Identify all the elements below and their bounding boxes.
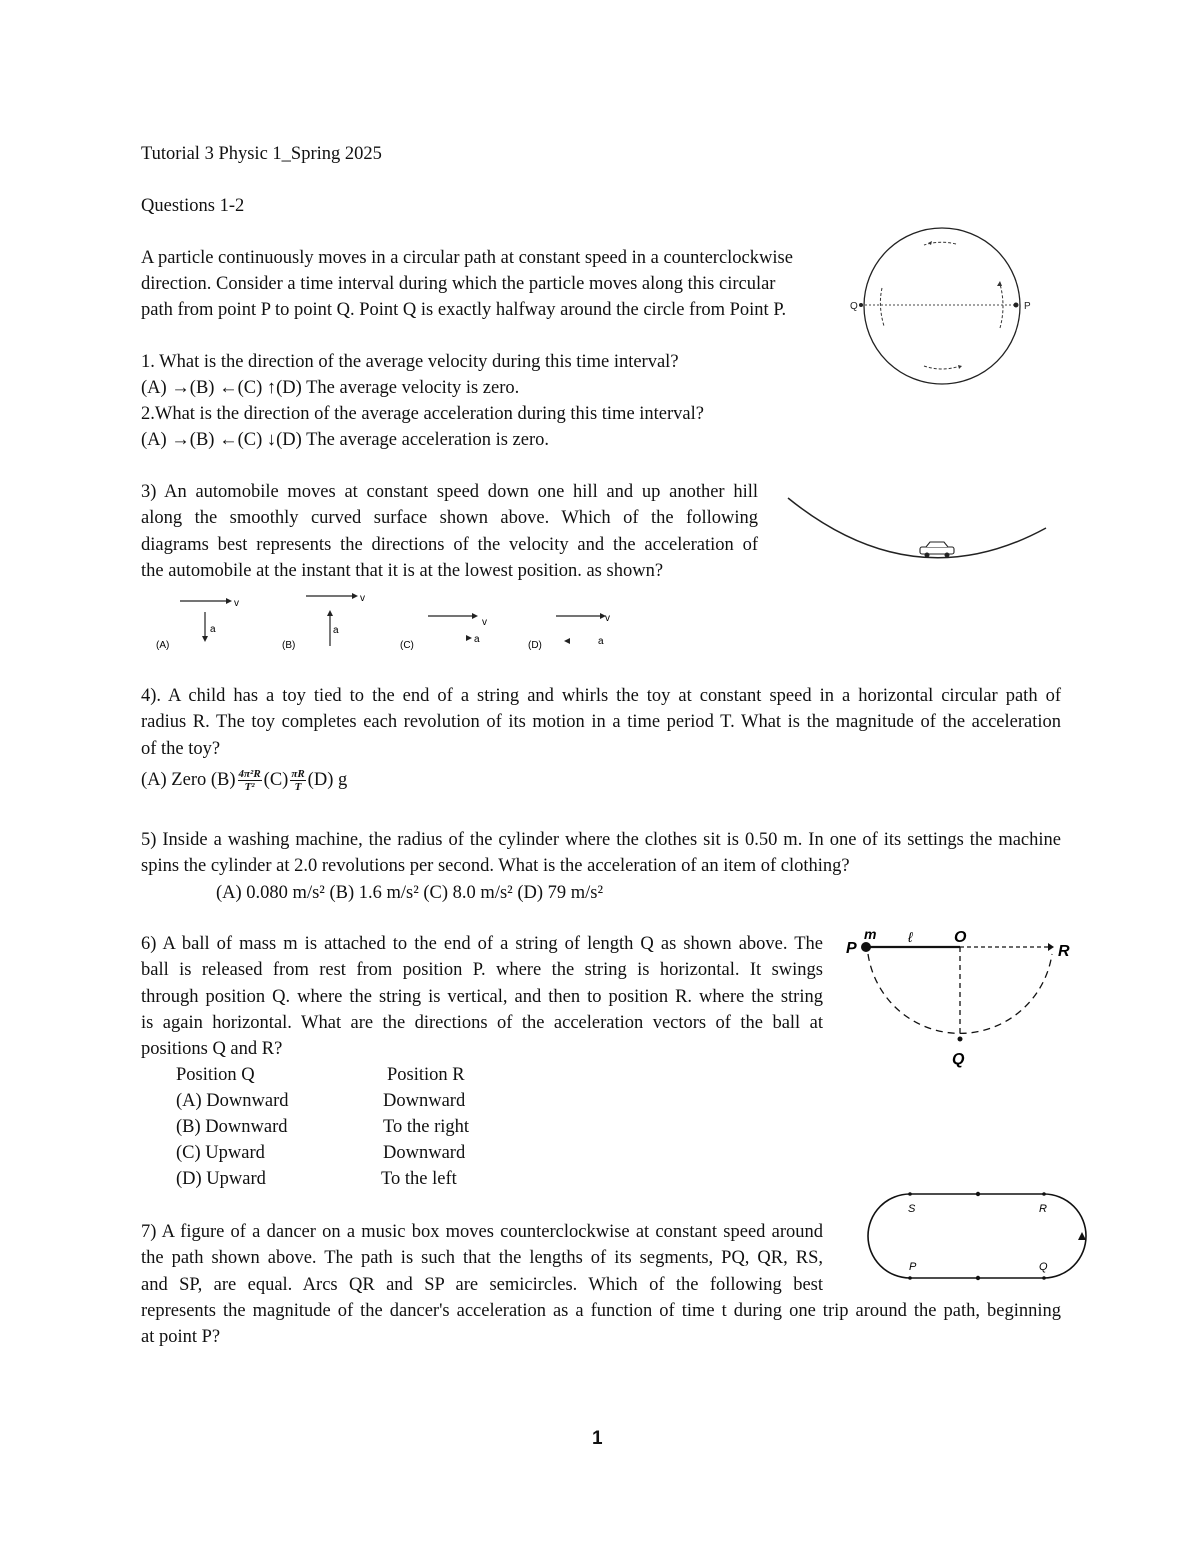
stadium-path <box>868 1194 1086 1278</box>
path-label-q: Q <box>1039 1261 1048 1273</box>
q4-option-c: (C) <box>263 770 289 790</box>
q3-options-figure <box>150 588 630 654</box>
option-d-a-label: a <box>598 636 604 647</box>
option-b-diagram <box>282 593 365 651</box>
option-d-v-label: v <box>605 613 610 624</box>
document-title: Tutorial 3 Physic 1_Spring 2025 <box>141 144 382 164</box>
option-b-label: (B) <box>282 640 296 651</box>
q4-line: radius R. The toy completes each revolution of its motion in a time period T. What is the magnitude of the acceleration <box>141 712 1061 733</box>
q4-fraction-c <box>290 768 305 793</box>
question-2-text: 2.What is the direction of the average acceleration during this time interval? <box>141 404 704 424</box>
fig-label-m: m <box>864 926 877 942</box>
q5-line: spins the cylinder at 2.0 revolutions per second. What is the acceleration of an item of clothing? <box>141 856 850 877</box>
curved-surface <box>788 498 1046 558</box>
q7-line: and SP, are equal. Arcs QR and SP are semicircles. Which of the following best <box>141 1274 823 1295</box>
car-icon <box>920 542 954 558</box>
path-label-r: R <box>1039 1203 1047 1215</box>
question-7-text <box>141 1219 823 1298</box>
circle-path <box>864 228 1020 384</box>
hill-valley-figure <box>784 490 1054 570</box>
fig-label-o: O <box>954 929 967 946</box>
question-5-text <box>141 827 1061 880</box>
q5-line: 5) Inside a washing machine, the radius of the cylinder where the clothes sit is 0.50 m. In one of its settings the machine <box>141 830 1061 850</box>
q6-line: ball is released from rest from position P. where the string is horizontal. It swings <box>141 960 823 981</box>
option-a-label: (A) <box>156 640 170 651</box>
fig-label-l: ℓ <box>908 929 913 945</box>
question-3-text <box>141 479 758 584</box>
option-c-label: (C) <box>400 640 414 651</box>
q4-fraction-c-denominator: T <box>294 781 302 794</box>
q3-line: 3) An automobile moves at constant speed down one hill and up another hill <box>141 482 758 502</box>
q3-line: diagrams best represents the directions of the velocity and the acceleration of <box>141 534 758 555</box>
option-c-a-label: a <box>474 634 480 645</box>
q4-line: of the toy? <box>141 738 221 759</box>
q7-line: at point P? <box>141 1327 221 1348</box>
question-2-options: (A) →(B) ←(C) ↓(D) The average acceleration is zero. <box>141 430 550 450</box>
option-a-v-label: v <box>234 598 239 609</box>
ball <box>861 942 871 952</box>
q4-option-d: (D) g <box>307 770 348 790</box>
q6-row-c-r: Downward <box>383 1143 466 1163</box>
option-d-label: (D) <box>528 640 542 651</box>
option-a-diagram <box>156 598 239 651</box>
q6-line: is again horizontal. What are the directions of the acceleration vectors of the ball at <box>141 1012 823 1033</box>
q4-fraction-c-numerator: πR <box>291 768 305 781</box>
q12-intro-line: path from point P to point Q. Point Q is exactly halfway around the circle from Point P. <box>141 300 787 320</box>
point-q-label: Q <box>850 301 858 312</box>
question-7-text-wide <box>141 1298 1061 1351</box>
q3-line: along the smoothly curved surface shown above. Which of the following <box>141 508 758 529</box>
q4-fraction-b <box>238 768 262 793</box>
option-c-v-label: v <box>482 617 487 628</box>
option-b-v-label: v <box>360 593 365 604</box>
q4-line: 4). A child has a toy tied to the end of a string and whirls the toy at constant speed in a horizontal circular path of <box>141 686 1061 706</box>
q6-col-q-header: Position Q <box>176 1065 255 1085</box>
option-a-a-label: a <box>210 624 216 635</box>
q6-row-a-r: Downward <box>383 1091 466 1111</box>
q6-row-b-q: (B) Downward <box>176 1117 288 1137</box>
question-4-options <box>141 762 347 798</box>
question-1-text: 1. What is the direction of the average velocity during this time interval? <box>141 352 679 372</box>
q6-line: 6) A ball of mass m is attached to the end of a string of length Q as shown above. The <box>141 934 823 954</box>
q12-intro-line: direction. Consider a time interval during which the particle moves along this circular <box>141 274 776 294</box>
fig-label-p: P <box>846 940 857 957</box>
question-6-text <box>141 931 823 1062</box>
q6-line: through position Q. where the string is vertical, and then to position R. where the string <box>141 986 823 1007</box>
q6-row-b-r: To the right <box>383 1117 470 1137</box>
q6-col-r-header: Position R <box>387 1065 465 1085</box>
q7-line: the path shown above. The path is such that the lengths of its segments, PQ, QR, RS, <box>141 1248 823 1269</box>
pendulum-figure <box>840 922 1080 1072</box>
option-b-a-label: a <box>333 625 339 636</box>
point-p-label: P <box>1024 301 1031 312</box>
circular-path-figure <box>848 224 1038 390</box>
q6-row-c-q: (C) Upward <box>176 1143 265 1163</box>
q3-line: the automobile at the instant that it is at the lowest position. as shown? <box>141 560 664 581</box>
path-label-p: P <box>909 1261 917 1273</box>
q6-row-a-q: (A) Downward <box>176 1091 289 1111</box>
question-5-options: (A) 0.080 m/s² (B) 1.6 m/s² (C) 8.0 m/s² (D) 79 m/s² <box>216 883 604 903</box>
q7-line: 7) A figure of a dancer on a music box moves counterclockwise at constant speed around <box>141 1222 823 1242</box>
q4-fraction-b-denominator: T² <box>244 781 255 794</box>
option-c-diagram <box>400 613 487 651</box>
q7-line: represents the magnitude of the dancer's acceleration as a function of time t during one trip around the path, beginning <box>141 1301 1061 1321</box>
question-4-text <box>141 683 1061 762</box>
q6-row-d-q: (D) Upward <box>176 1169 266 1189</box>
path-label-s: S <box>908 1203 916 1215</box>
fig-label-q: Q <box>952 1051 965 1068</box>
questions-1-2-heading: Questions 1-2 <box>141 196 245 216</box>
music-box-path-figure <box>866 1186 1090 1286</box>
fig-label-r: R <box>1058 943 1070 960</box>
q6-row-d-r: To the left <box>381 1169 457 1189</box>
page-number: 1 <box>592 1428 603 1449</box>
option-d-diagram <box>528 613 610 651</box>
q4-option-a: (A) Zero (B) <box>141 770 236 790</box>
q12-intro-line: A particle continuously moves in a circular path at constant speed in a counterclockwise <box>141 248 793 268</box>
q6-line: positions Q and R? <box>141 1039 283 1060</box>
question-1-options: (A) →(B) ←(C) ↑(D) The average velocity is zero. <box>141 378 520 398</box>
q4-fraction-b-numerator: 4π²R <box>238 768 261 781</box>
